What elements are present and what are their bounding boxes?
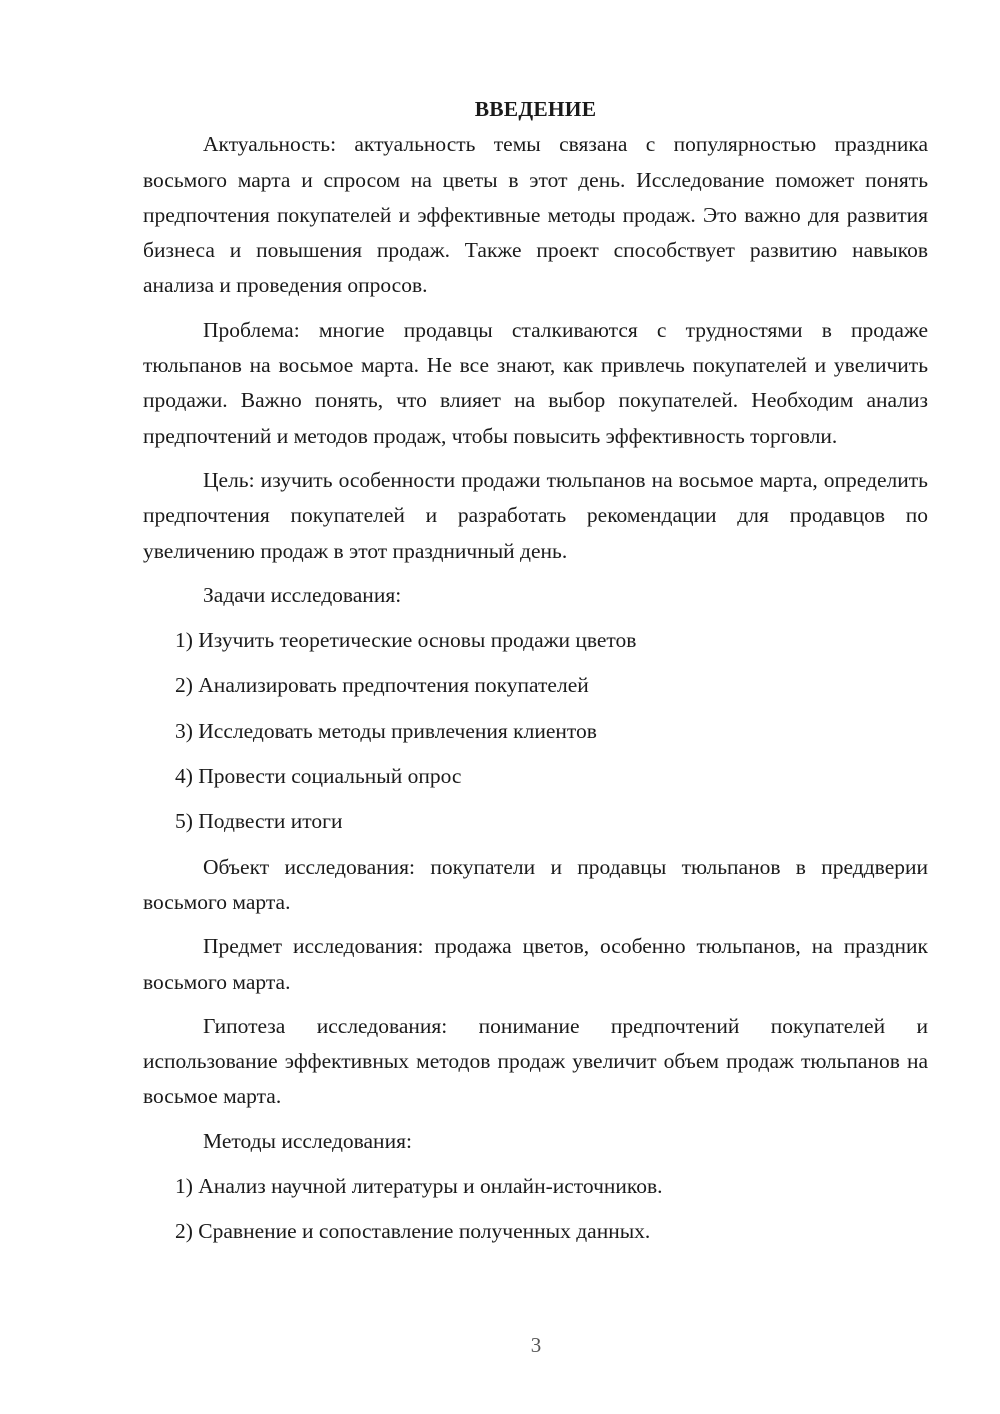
document-page bbox=[143, 92, 928, 1260]
method-item: 2) Сравнение и сопоставление полученных данных. bbox=[175, 1219, 651, 1244]
page-number: 3 bbox=[530, 1333, 542, 1357]
tasks-list bbox=[143, 623, 928, 839]
task-item: 1) Изучить теоретические основы продажи цветов bbox=[175, 628, 637, 653]
method-item: 1) Анализ научной литературы и онлайн-источников. bbox=[175, 1174, 663, 1199]
object-paragraph: Объект исследования: покупатели и продавцы тюльпанов в преддверии восьмого марта. bbox=[143, 854, 928, 914]
task-item: 4) Провести социальный опрос bbox=[175, 764, 462, 789]
goal-paragraph: Цель: изучить особенности продажи тюльпанов на восьмое марта, определить предпочтения покупателей и разработать рекомендации для продавцов по увеличению продаж в этот праздничный день. bbox=[143, 467, 928, 563]
task-item: 5) Подвести итоги bbox=[175, 809, 343, 834]
tasks-heading: Задачи исследования: bbox=[203, 582, 402, 607]
methods-list bbox=[143, 1169, 928, 1250]
task-item: 2) Анализировать предпочтения покупателей bbox=[175, 673, 589, 698]
relevance-paragraph: Актуальность: актуальность темы связана с популярностью праздника восьмого марта и спросом на цветы в этот день. Исследование поможет понять предпочтения покупателей и эффективные методы продаж. Это важно для развития бизнеса и повышения продаж. Также проект способствует развитию навыков анализа и проведения опросов. bbox=[143, 132, 928, 298]
task-item: 3) Исследовать методы привлечения клиентов bbox=[175, 718, 597, 743]
hypothesis-paragraph: Гипотеза исследования: понимание предпочтений покупателей и использование эффективных методов продаж увеличит объем продаж тюльпанов на восьмое марта. bbox=[143, 1013, 928, 1109]
subject-paragraph: Предмет исследования: продажа цветов, особенно тюльпанов, на праздник восьмого марта. bbox=[143, 934, 928, 994]
problem-paragraph: Проблема: многие продавцы сталкиваются с трудностями в продаже тюльпанов на восьмое марта. Не все знают, как привлечь покупателей и увеличить продажи. Важно понять, что влияет на выбор покупателей. Необходим анализ предпочтений и методов продаж, чтобы повысить эффективность торговли. bbox=[143, 317, 928, 448]
methods-heading: Методы исследования: bbox=[203, 1128, 412, 1153]
section-title: ВВЕДЕНИЕ bbox=[474, 97, 597, 121]
